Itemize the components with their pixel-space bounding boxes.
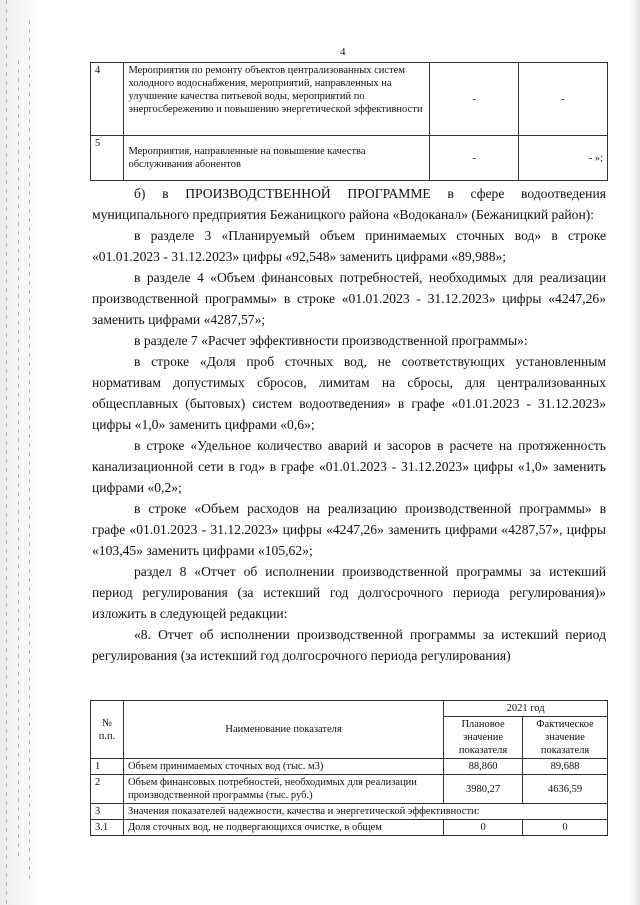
row-number: 5: [91, 136, 124, 181]
header-plan: Плановое значение показателя: [444, 717, 523, 759]
paragraph-probes: в строке «Доля проб сточных вод, не соответствующих установленным нормативам допустимых сбросов, лимитам на сбросы, для централизованных общесплавных (бытовых) систем водоотведения» в графе «01.01.2023 - 31.12.2023» цифры «1,0» заменить цифрами «0,6»;: [92, 354, 606, 432]
row-name: Объем принимаемых сточных вод (тыс. м3): [123, 759, 443, 775]
paragraph-report-title: «8. Отчет об исполнении производственной программы за истекший период регулирования (за истекший год долгосрочного периода регулирования): [92, 627, 606, 663]
row-name: Объем финансовых потребностей, необходимых для реализации производственной программы (тыс. руб.): [123, 775, 443, 804]
row-fact: 4636,59: [523, 775, 608, 804]
header-name: Наименование показателя: [123, 701, 443, 759]
row-name: Мероприятия по ремонту объектов централизованных систем холодного водоснабжения, мероприятий, направленных на улучшение качества питьевой воды, мероприятий по энергосбережению и повышению энергетической эффективности: [124, 63, 430, 136]
page-number: 4: [340, 46, 346, 58]
row-plan: 0: [444, 820, 523, 836]
row-value-1: -: [430, 136, 519, 181]
header-year: 2021 год: [444, 701, 608, 717]
row-name: Мероприятия, направленные на повышение качества обслуживания абонентов: [124, 136, 430, 181]
table-row: [91, 136, 608, 181]
row-number: 3.1: [91, 820, 124, 836]
table-row: [91, 759, 608, 775]
measures-table-continuation: [90, 62, 608, 181]
header-number: № п.п.: [91, 701, 124, 759]
row-value-1: -: [430, 63, 519, 136]
report-table: [90, 700, 608, 836]
row-name: Доля сточных вод, не подвергающихся очистке, в общем: [123, 820, 443, 836]
row-number: 2: [91, 775, 124, 804]
row-number: 1: [91, 759, 124, 775]
table-row: [91, 63, 608, 136]
row-number: 3: [91, 804, 124, 820]
row-fact: 0: [523, 820, 608, 836]
paragraph-expenses: в строке «Объем расходов на реализацию производственной программы» в графе «01.01.2023 - 31.12.2023» цифры «4247,26» заменить цифрами «4287,57», цифры «103,45» заменить цифрами «105,62»;: [92, 501, 606, 558]
paragraph-section-7: в разделе 7 «Расчет эффективности производственной программы»:: [134, 333, 528, 348]
paragraph-accidents: в строке «Удельное количество аварий и засоров в расчете на протяженность канализационной сети в год» в графе «01.01.2023 - 31.12.2023» цифры «1,0» заменить цифрами «0,2»;: [92, 438, 606, 495]
row-plan: 3980,27: [444, 775, 523, 804]
row-name: Значения показателей надежности, качества и энергетической эффективности:: [123, 804, 607, 820]
table-header-row: [91, 701, 608, 717]
table-row: [91, 820, 608, 836]
paragraph-section-8: раздел 8 «Отчет об исполнении производственной программы за истекший период регулирования (за истекший год долгосрочного периода регулирования)» изложить в следующей редакции:: [92, 564, 606, 621]
scan-left-edge: [0, 0, 42, 905]
paragraph-section-3: в разделе 3 «Планируемый объем принимаемых сточных вод» в строке «01.01.2023 - 31.12.2023» цифры «92,548» заменить цифрами «89,988»;: [92, 228, 606, 264]
scan-right-edge: [630, 0, 640, 905]
row-number: 4: [91, 63, 124, 136]
table-row: [91, 775, 608, 804]
row-value-2: -: [519, 63, 608, 136]
row-fact: 89,688: [523, 759, 608, 775]
document-body: [92, 183, 606, 666]
paragraph-section-4: в разделе 4 «Объем финансовых потребностей, необходимых для реализации производственной программы» в строке «01.01.2023 - 31.12.2023» цифры «4247,26» заменить цифрами «4287,57»;: [92, 270, 606, 327]
table-row: [91, 804, 608, 820]
row-value-2: - »;: [519, 136, 608, 181]
paragraph-b: б) в ПРОИЗВОДСТВЕННОЙ ПРОГРАММЕ в сфере водоотведения муниципального предприятия Бежаницкого района «Водоканал» (Бежаницкий район):: [92, 186, 606, 222]
header-fact: Фактическое значение показателя: [523, 717, 608, 759]
row-plan: 88,860: [444, 759, 523, 775]
